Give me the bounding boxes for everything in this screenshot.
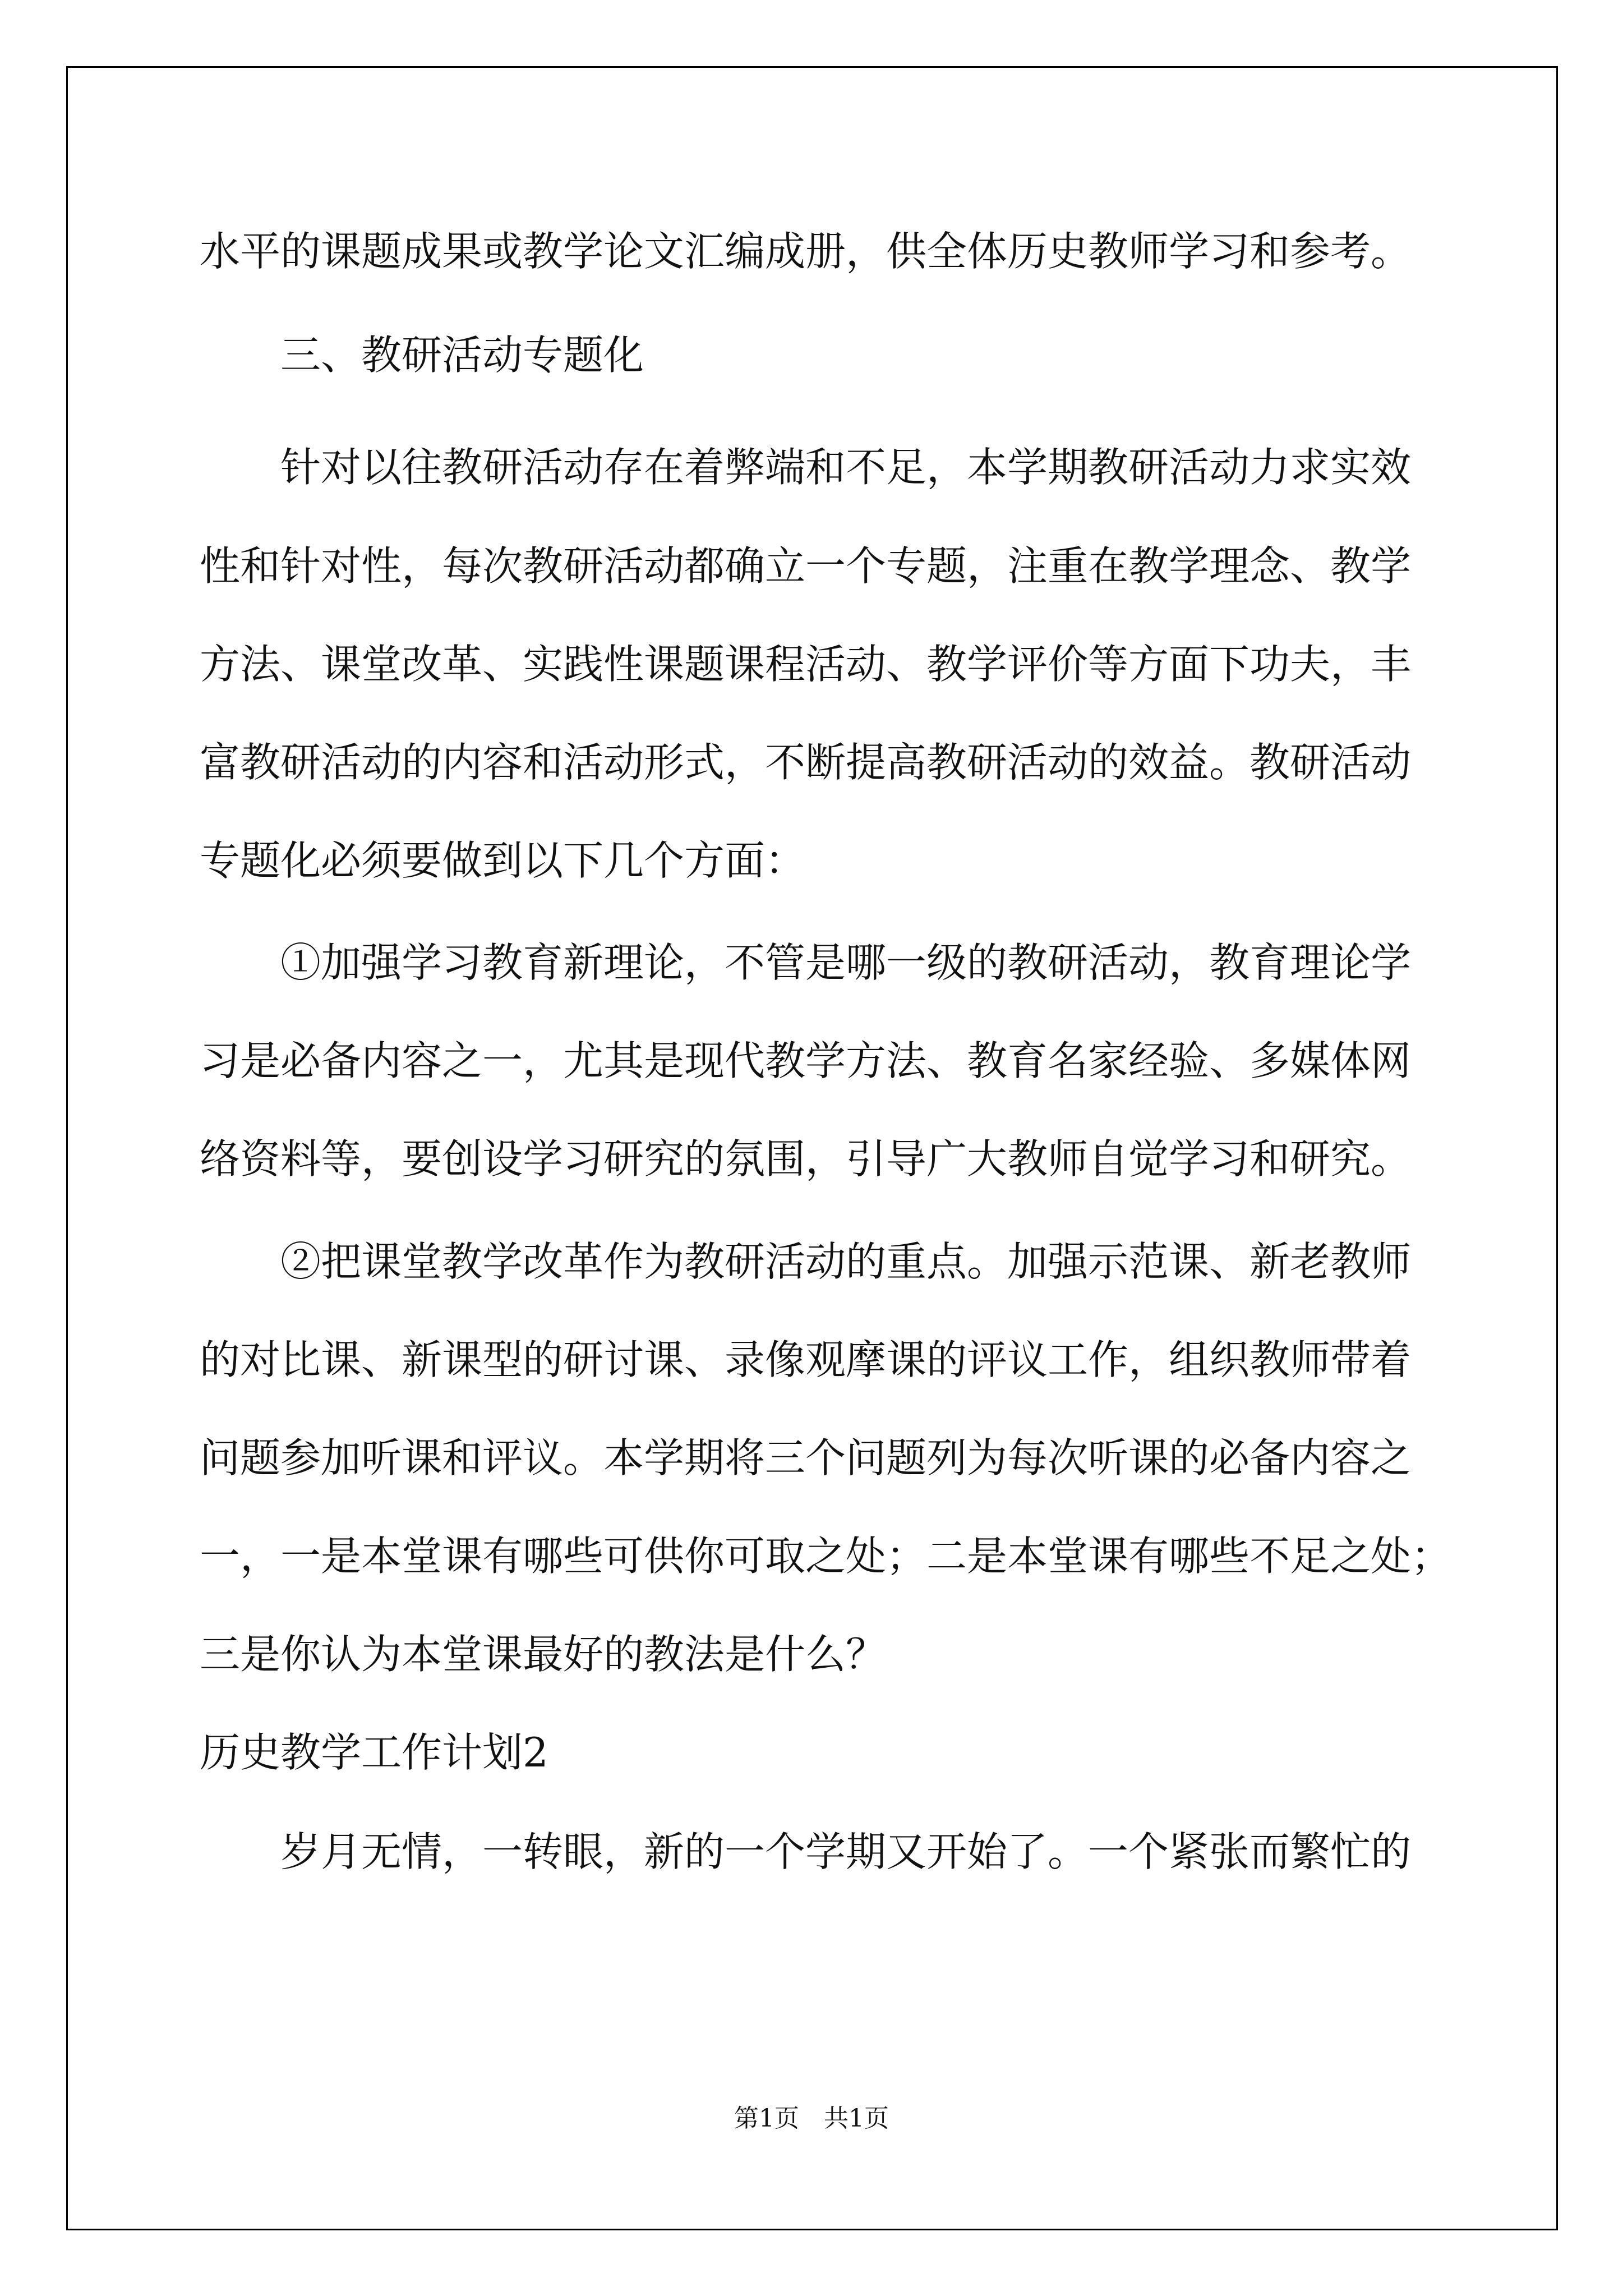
paragraph-line: 习是必备内容之一，尤其是现代教学方法、教育名家经验、多媒体网	[200, 1037, 1412, 1084]
paragraph-line: 水平的课题成果或教学论文汇编成册，供全体历史教师学习和参考。	[200, 228, 1412, 275]
document-title: 历史教学工作计划2	[200, 1729, 548, 1776]
paragraph-line: 问题参加听课和评议。本学期将三个问题列为每次听课的必备内容之	[200, 1434, 1412, 1481]
paragraph-line: 三是你认为本堂课最好的教法是什么？	[200, 1631, 887, 1678]
page-number: 第1页 共1页	[734, 2104, 889, 2133]
paragraph-line: ②把课堂教学改革作为教研活动的重点。加强示范课、新老教师	[280, 1238, 1412, 1285]
paragraph-line: 一，一是本堂课有哪些可供你可取之处；二是本堂课有哪些不足之处；	[200, 1533, 1452, 1580]
paragraph-line: 的对比课、新课型的研讨课、录像观摩课的评议工作，组织教师带着	[200, 1336, 1412, 1383]
paragraph-line: 岁月无情，一转眼，新的一个学期又开始了。一个紧张而繁忙的	[280, 1828, 1412, 1875]
paragraph-line: 络资料等，要创设学习研究的氛围，引导广大教师自觉学习和研究。	[200, 1135, 1412, 1182]
paragraph-line: 性和针对性，每次教研活动都确立一个专题，注重在教学理念、教学	[200, 542, 1412, 590]
section-heading: 三、教研活动专题化	[280, 332, 644, 379]
paragraph-line: 针对以往教研活动存在着弊端和不足，本学期教研活动力求实效	[280, 444, 1412, 491]
paragraph-line: 专题化必须要做到以下几个方面：	[200, 837, 806, 884]
paragraph-line: 方法、课堂改革、实践性课题课程活动、教学评价等方面下功夫，丰	[200, 641, 1412, 688]
paragraph-line: ①加强学习教育新理论，不管是哪一级的教研活动，教育理论学	[280, 939, 1412, 986]
paragraph-line: 富教研活动的内容和活动形式，不断提高教研活动的效益。教研活动	[200, 739, 1412, 786]
